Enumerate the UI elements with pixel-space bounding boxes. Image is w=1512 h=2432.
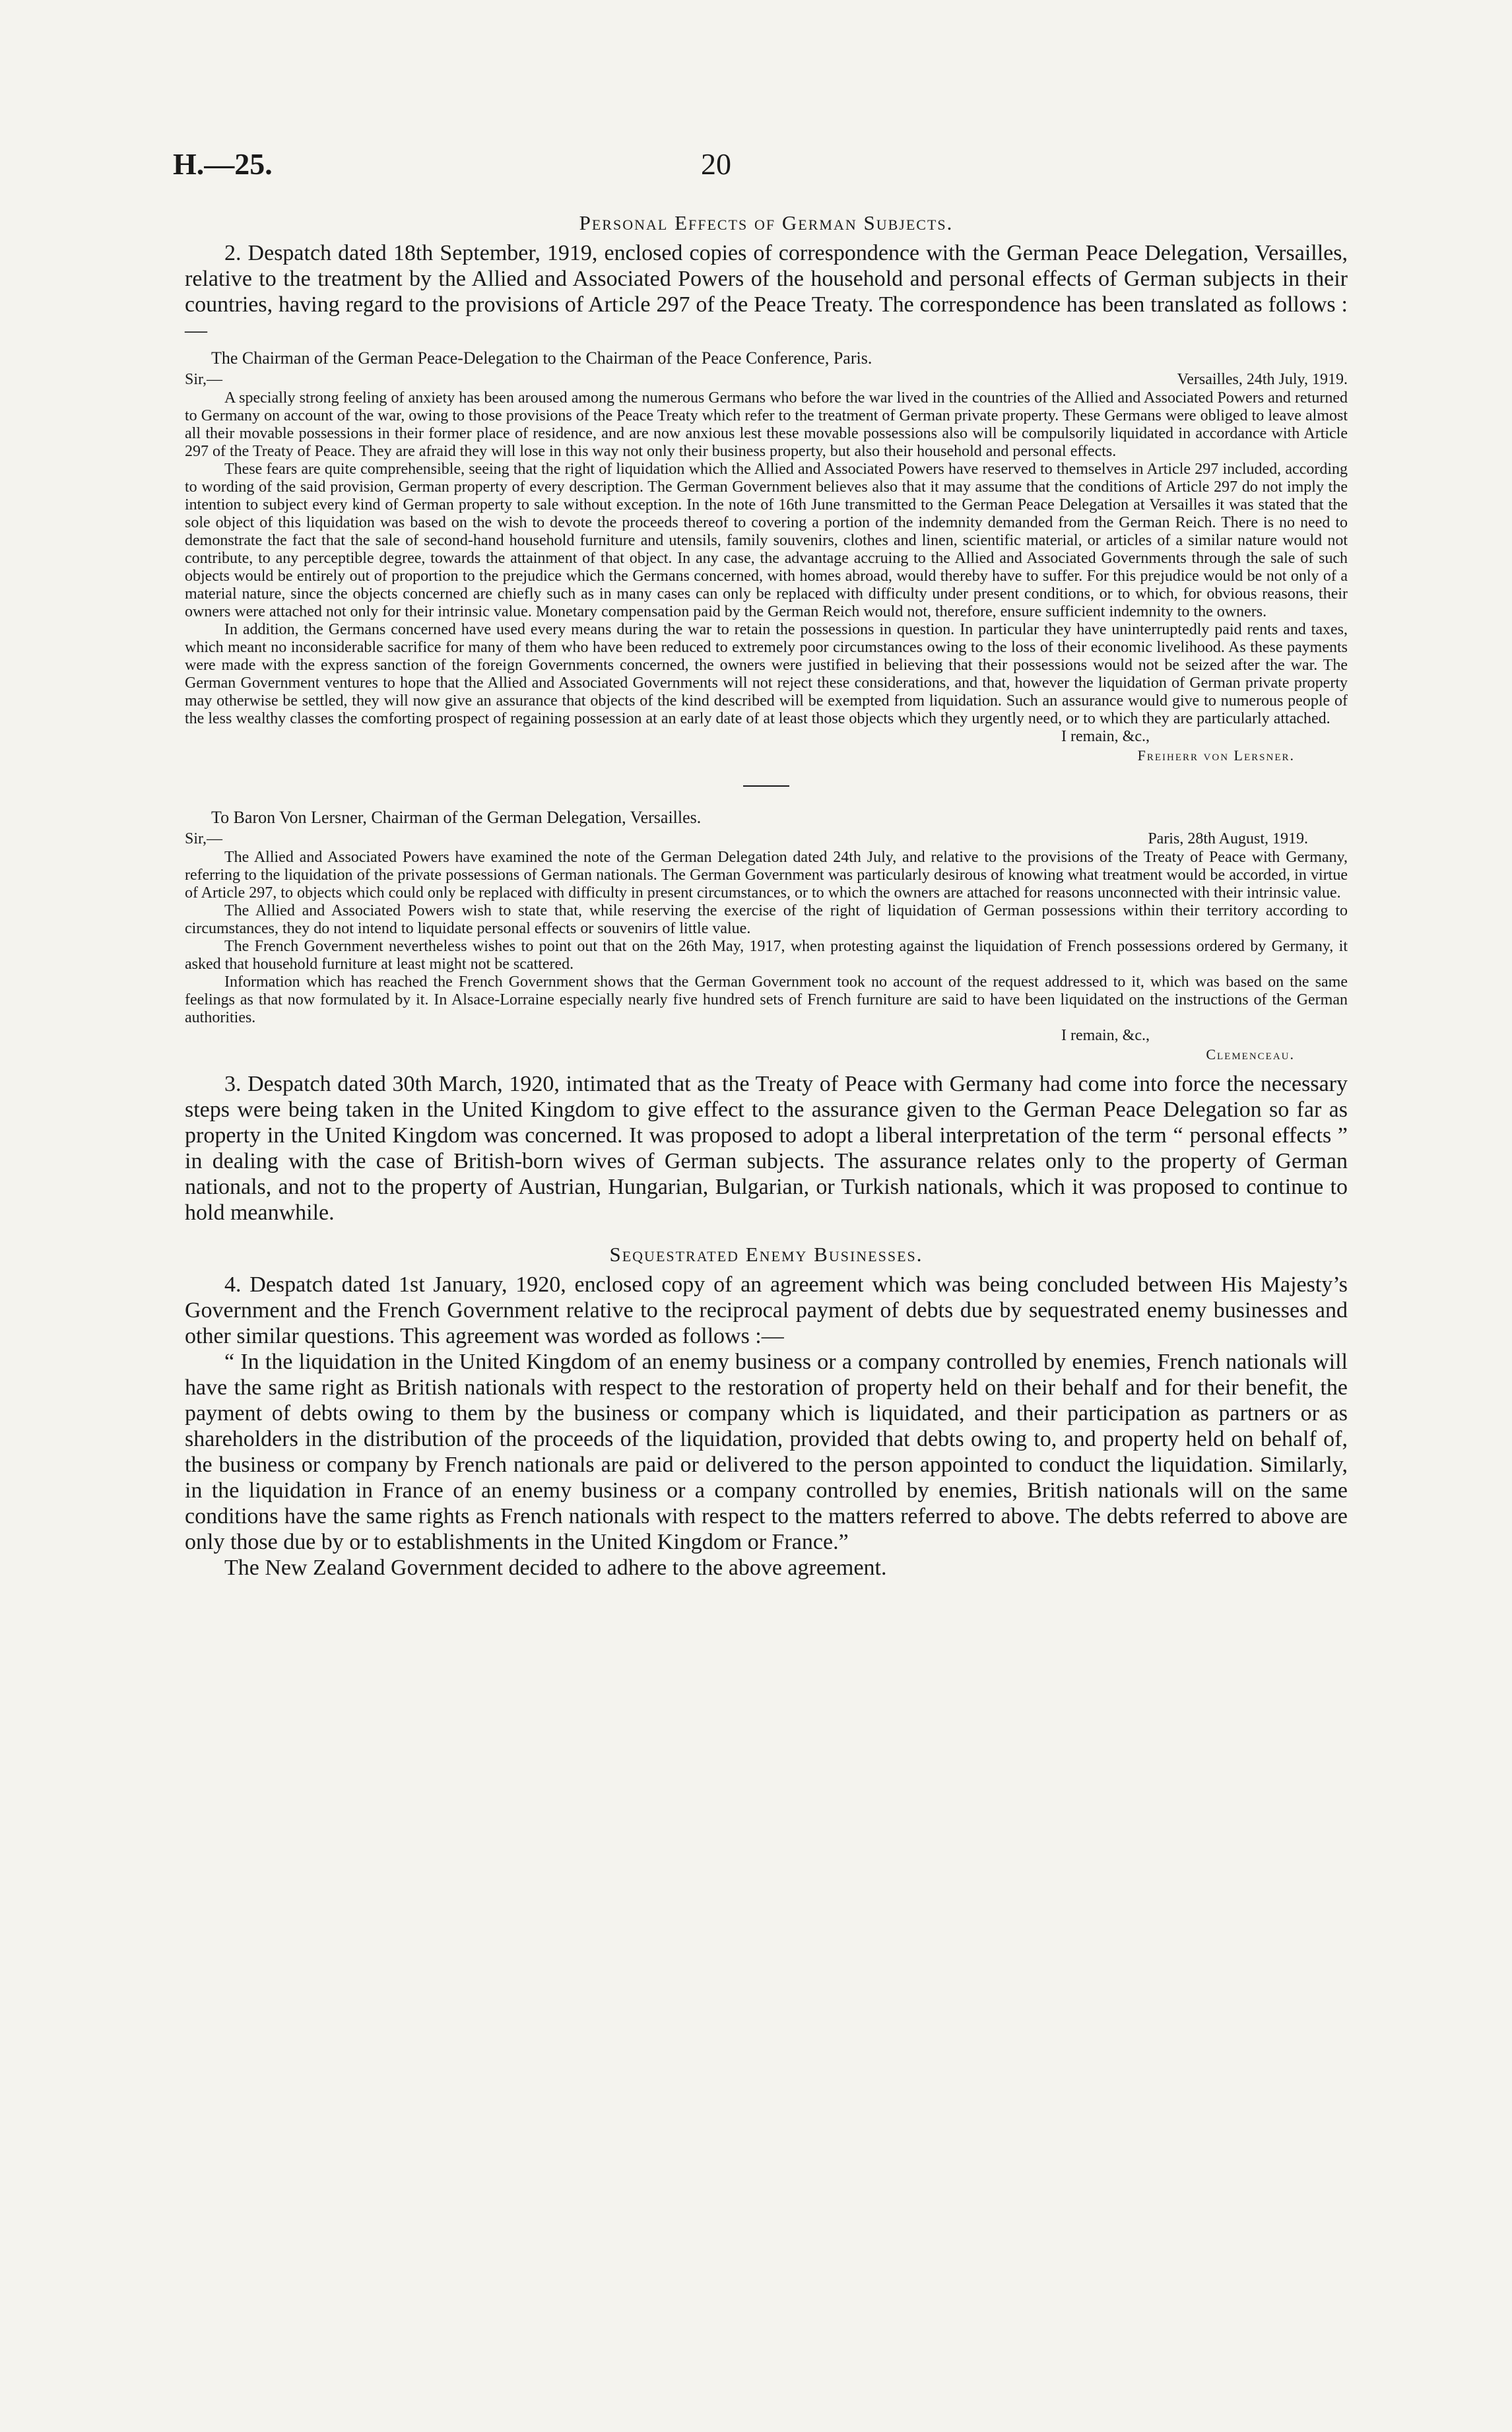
- letter2-closing-row: [185, 1027, 1348, 1045]
- agreement-quote: “ In the liquidation in the United Kingdom of an enemy business or a company controlled by enemies, French nationals will have the same right as British nationals with respect to the restoration of property held on their behalf and for their benefit, the payment of debts owing to them by the business or company which is liquidated, and their participation as partners or as shareholders in the distribution of the proceeds of the liquidation, provided that debts owing to, and property held on behalf of, the business or company by French nationals are paid or delivered to the person appointed to conduct the liquidation. Similarly, in the liquidation in France of an enemy business or a company controlled by enemies, British nationals will on the same conditions have the same rights as French nationals with respect to the matters referred to above. The debts referred to above are only those due by or to establishments in the United Kingdom or France.”: [185, 1350, 1348, 1554]
- section-heading-personal-effects: Personal Effects of German Subjects.: [579, 211, 954, 234]
- letter2-closing: I remain, &c.,: [1061, 1027, 1150, 1044]
- letter1-address: The Chairman of the German Peace-Delegation to the Chairman of the Peace Conference, Paris.: [211, 348, 872, 368]
- letter2-paragraph: Information which has reached the French Government shows that the German Government took no account of the request addressed to it, which was based on the same feelings as that now formulated by it. In Alsace-Lorraine especially nearly five hundred sets of French furniture are said to have been liquidated on the instructions of the German authorities.: [185, 973, 1348, 1026]
- letter1-paragraph: A specially strong feeling of anxiety has been aroused among the numerous Germans who before the war lived in the countries of the Allied and Associated Powers and returned to Germany on account of the war, owing to those provisions of the Peace Treaty which refer to the treatment of German private property. These Germans were obliged to leave almost all their movable possessions in their former place of residence, and are now anxious lest these movable possessions also will be compulsorily liquidated in accordance with Article 297 of the Treaty of Peace. They are afraid they will lose in this way not only their business property, but also their household and personal effects.: [185, 389, 1348, 460]
- letter1-heading-row: [185, 370, 1348, 389]
- paragraph-2: 2. Despatch dated 18th September, 1919, enclosed copies of correspondence with the German Peace Delegation, Versailles, relative to the treatment by the Allied and Associated Powers of the household and personal effects of German subjects in their countries, having regard to the provisions of Article 297 of the Peace Treaty. The correspondence has been translated as follows :—: [185, 241, 1348, 343]
- letter1-signature: Freiherr von Lersner.: [1137, 747, 1295, 764]
- letter1-closing: I remain, &c.,: [1061, 728, 1150, 745]
- page-header: [173, 147, 1348, 186]
- letter2-paragraph: The French Government nevertheless wishes to point out that on the 26th May, 1917, when protesting against the liquidation of French possessions ordered by Germany, it asked that household furniture at least might not be scattered.: [185, 938, 1348, 973]
- letter2-address: To Baron Von Lersner, Chairman of the German Delegation, Versailles.: [211, 808, 702, 827]
- closing-paragraph: The New Zealand Government decided to adhere to the above agreement.: [224, 1556, 887, 1580]
- letter2-paragraph: The Allied and Associated Powers have examined the note of the German Delegation dated 24th July, and relative to the provisions of the Treaty of Peace with Germany, referring to the liquidation of the private possessions of German nationals. The German Government was particularly desirous of knowing what treatment would be accorded, in virtue of Article 297, to objects which could only be replaced with difficulty in present circumstances, or to which the owners are attached for reasons unconnected with their intrinsic value.: [185, 849, 1348, 902]
- document-code: H.—25.: [173, 147, 273, 181]
- letter2-salutation: Sir,—: [185, 830, 223, 847]
- letter1-closing-row: [185, 728, 1348, 746]
- divider-rule: [743, 785, 789, 787]
- letter2-place-date: Paris, 28th August, 1919.: [1148, 830, 1308, 847]
- letter2-signature: Clemenceau.: [1206, 1046, 1295, 1063]
- letter1-place-date: Versailles, 24th July, 1919.: [1177, 371, 1348, 388]
- page-number: 20: [701, 147, 731, 181]
- paragraph-4: 4. Despatch dated 1st January, 1920, enclosed copy of an agreement which was being concluded between His Majesty’s Government and the French Government relative to the reciprocal payment of debts due by sequestrated enemy businesses and other similar questions. This agreement was worded as follows :—: [185, 1272, 1348, 1348]
- letter2-paragraph: The Allied and Associated Powers wish to state that, while reserving the exercise of the right of liquidation of German possessions within their territory according to circumstances, they do not intend to liquidate personal effects or souvenirs of little value.: [185, 902, 1348, 937]
- section-heading-sequestrated-businesses: Sequestrated Enemy Businesses.: [609, 1243, 923, 1266]
- letter1-paragraph: In addition, the Germans concerned have used every means during the war to retain the possessions in question. In particular they have uninterruptedly paid rents and taxes, which meant no inconsiderable sacrifice for many of them who have been reduced to extremely poor circumstances owing to the loss of their economic livelihood. As these payments were made with the express sanction of the foreign Governments concerned, the owners were justified in believing that their possessions would not be seized after the war. The German Government ventures to hope that the Allied and Associated Governments will not reject these considerations, and that, however the liquidation of German private property may otherwise be settled, they will now give an assurance that objects of the kind described will be exempted from liquidation. Such an assurance would give to numerous people of the less wealthy classes the comforting prospect of regaining possession at an early date of at least those objects which they urgently need, or to which they are particularly attached.: [185, 621, 1348, 727]
- paragraph-3: 3. Despatch dated 30th March, 1920, intimated that as the Treaty of Peace with Germany had come into force the necessary steps were being taken in the United Kingdom to give effect to the assurance given to the German Peace Delegation so far as property in the United Kingdom was concerned. It was proposed to adopt a liberal interpretation of the term “ personal effects ” in dealing with the case of British-born wives of German subjects. The assurance relates only to the property of German nationals, and not to the property of Austrian, Hungarian, Bulgarian, or Turkish nationals, which it was proposed to continue to hold meanwhile.: [185, 1072, 1348, 1225]
- letter1-paragraph: These fears are quite comprehensible, seeing that the right of liquidation which the Allied and Associated Powers have reserved to themselves in Article 297 included, according to wording of the said provision, German property of every description. The German Government believes also that it may assume that the conditions of Article 297 do not imply the intention to subject every kind of German property to sale without exception. In the note of 16th June transmitted to the German Peace Delegation at Versailles it was stated that the sole object of this liquidation was based on the wish to devote the proceeds thereof to covering a portion of the indemnity demanded from the German Reich. There is no need to demonstrate the fact that the sale of second-hand household furniture and utensils, family souvenirs, clothes and linen, scientific material, or articles of a similar nature would not contribute, to any perceptible degree, towards the attainment of that object. In any case, the advantage accruing to the Allied and Associated Governments through the sale of such objects would be entirely out of proportion to the prejudice which the Germans concerned, with homes abroad, would thereby have to suffer. For this prejudice would be not only of a material nature, since the objects concerned are chiefly such as in many cases can only be replaced with difficulty under present conditions, or to which, for obvious reasons, their owners were attached not only for their intrinsic value. Monetary compensation paid by the German Reich would not, therefore, ensure sufficient indemnity to the owners.: [185, 461, 1348, 620]
- letter1-salutation: Sir,—: [185, 371, 223, 388]
- letter2-heading-row: [185, 829, 1348, 849]
- page-content: [185, 211, 1348, 1581]
